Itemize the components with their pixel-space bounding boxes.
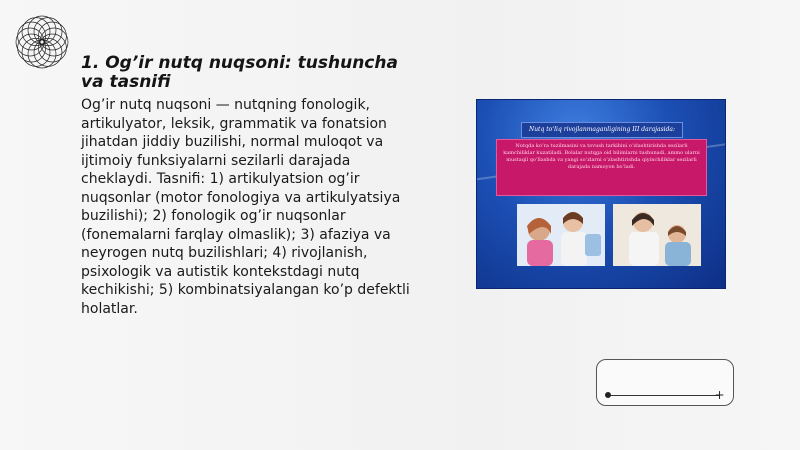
slide-body-text: Og’ir nutq nuqsoni — nutqning fonologik, artikulyator, leksik, grammatik va fonatsion jihatdan jiddiy buzilishi, normal muloqot va ijtimoiy funksiyalarni sezilarli darajada cheklaydi. Tasnifi: 1) artikulyatsion og’ir nuqsonlar (motor fonologiya va artikulyatsiya buzilishi); 2) fonologik og’ir nuqsonlar (fonemalarni farqlay olmaslik); 3) afaziya va neyrogen nutq buzilishlari; 4) rivojlanish, psixologik va autistik kontekstdagi nutq kechikishi; 5) kombinatsiyalangan ko’p defektli holatlar. [81,97,410,317]
media-playback-widget[interactable] [596,359,734,406]
photo-child-illustration [517,204,605,266]
illustration-panel [476,99,726,289]
photo-therapist-session [613,204,701,266]
photo-child-speech-therapy [517,204,605,266]
orbit-rings-decoration-icon [4,4,80,80]
plus-icon[interactable]: + [714,388,725,402]
illustration-text-box: Nutqda ko‘ra tuzilmasini va tovush tarkibini o‘zlashtirishda sezilarli kamchiliklar kuzatiladi. Bolalar nutqga oid bilimlarni tushunadi, ammo ularni mustaqil qo‘llashda va yangi so‘zlarni o‘zlashtirishda qiyinchiliklar sezilarli darajada namoyon bo‘ladi. [496,139,707,196]
seek-track[interactable] [608,395,720,396]
seek-start-dot-icon[interactable] [605,392,611,398]
illustration-heading: Nutq to‘liq rivojlanmaganligining III darajasida: [521,122,683,138]
slide-title: 1. Og’ir nutq nuqsoni: tushuncha va tasnifi [81,53,398,92]
photo-therapist-illustration [613,204,701,266]
